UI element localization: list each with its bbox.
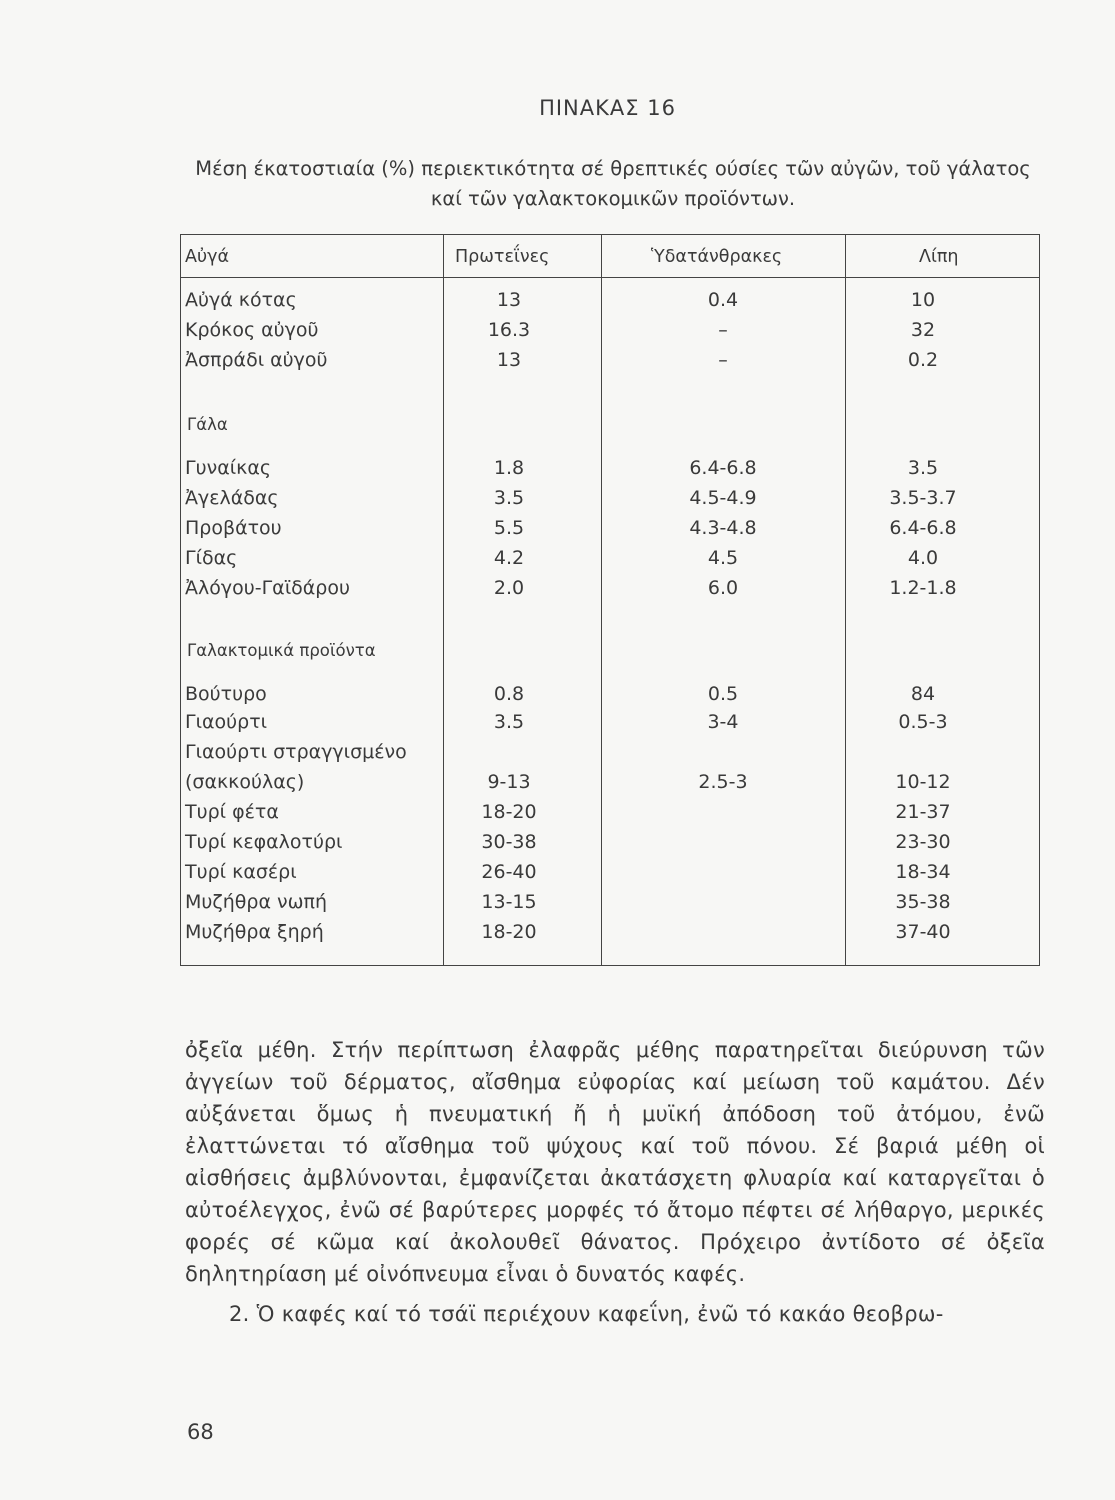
row-label: Τυρί κασέρι [185,861,297,883]
fat-value: 0.5-3 [898,711,948,733]
row-label: Μυζήθρα ξηρή [185,921,324,943]
protein-value: 18-20 [481,921,537,943]
table-row [181,577,1039,607]
carb-value: 4.5-4.9 [689,487,757,509]
table-row [181,517,1039,547]
table-row [181,891,1039,921]
protein-value: 30-38 [481,831,537,853]
table-row [181,711,1039,741]
header-divider [181,277,1039,278]
fat-value: 23-30 [895,831,951,853]
row-label: Κρόκος αὐγοῦ [185,319,319,341]
table-row [181,487,1039,517]
fat-value: 37-40 [895,921,951,943]
fat-value: 4.0 [907,547,939,569]
paragraph: 2. Ὁ καφές καί τό τσάϊ περιέχουν καφεΐνη, ἐνῶ τό κακάο θεοβρω- [229,1302,944,1326]
page-number: 68 [187,1420,214,1444]
carb-value: – [718,349,728,371]
protein-value: 4.2 [493,547,525,569]
fat-value: 10-12 [895,771,951,793]
carb-value: 4.3-4.8 [689,517,757,539]
table-row [181,289,1039,319]
carb-value: 2.5-3 [698,771,748,793]
body-text [185,1034,1045,1330]
table-row [181,683,1039,713]
section-label-milk: Γάλα [187,415,228,434]
row-label: Γίδας [185,547,238,569]
table-row [181,349,1039,379]
row-label: Αὐγά κότας [185,289,297,311]
table-row [181,457,1039,487]
carb-value: 3-4 [707,711,739,733]
carb-value: 6.0 [707,577,739,599]
table-row [181,801,1039,831]
fat-value: 10 [910,289,936,311]
carb-value: – [718,319,728,341]
fat-value: 3.5-3.7 [889,487,957,509]
table-row [181,771,1039,801]
nutrition-table [180,234,1040,966]
row-label: Ἀσπράδι αὐγοῦ [185,349,328,371]
protein-value: 9-13 [487,771,531,793]
fat-value: 35-38 [895,891,951,913]
row-label: Μυζήθρα νωπή [185,891,328,913]
fat-value: 6.4-6.8 [889,517,957,539]
row-label: (σακκούλας) [185,771,305,793]
row-label: Γιαούρτι [185,711,268,733]
table-row [181,741,1039,771]
protein-value: 16.3 [487,319,531,341]
table-row [181,547,1039,577]
header-eggs: Αὐγά [185,247,229,267]
protein-value: 13 [496,349,522,371]
row-label: Τυρί κεφαλοτύρι [185,831,343,853]
protein-value: 2.0 [493,577,525,599]
header-proteins: Πρωτεΐνες [455,247,550,267]
protein-value: 3.5 [493,487,525,509]
carb-value: 0.5 [707,683,739,705]
fat-value: 0.2 [907,349,939,371]
table-row [181,921,1039,951]
row-label: Γυναίκας [185,457,272,479]
row-label: Προβάτου [185,517,282,539]
header-carbohydrates: Ὑδατάνθρακες [651,247,783,267]
table-row [181,319,1039,349]
fat-value: 21-37 [895,801,951,823]
row-label: Βούτυρο [185,683,267,705]
header-fats: Λίπη [919,247,959,267]
protein-value: 0.8 [493,683,525,705]
protein-value: 5.5 [493,517,525,539]
carb-value: 4.5 [707,547,739,569]
carb-value: 6.4-6.8 [689,457,757,479]
protein-value: 26-40 [481,861,537,883]
table-caption: Μέση έκατοστιαία (%) περιεκτικότητα σέ θρεπτικές ούσίες τῶν αὐγῶν, τοῦ γάλατος καί τῶν γαλακτοκομικῶν προϊόντων. [195,157,1031,210]
fat-value: 18-34 [895,861,951,883]
fat-value: 84 [910,683,936,705]
table-row [181,831,1039,861]
protein-value: 13-15 [481,891,537,913]
fat-value: 32 [910,319,936,341]
protein-value: 13 [496,289,522,311]
protein-value: 18-20 [481,801,537,823]
protein-value: 3.5 [493,711,525,733]
row-label: Τυρί φέτα [185,801,279,823]
fat-value: 3.5 [907,457,939,479]
paragraph: ὀξεῖα μέθη. Στήν περίπτωση ἐλαφρᾶς μέθης παρατηρεῖται διεύρυνση τῶν ἀγγείων τοῦ δέρματος, αἴσθημα εὐφορίας καί μείωση τοῦ καμάτου. Δέν αὐξάνεται ὅμως ἡ πνευματική ἤ ἡ μυϊκή ἀπόδοση τοῦ ἀτόμου, ἐνῶ ἐλαττώνεται τό αἴσθημα τοῦ ψύχους καί τοῦ πόνου. Σέ βαριά μέθη οἱ αἰσθήσεις ἀμβλύνονται, ἐμφανίζεται ἀκατάσχετη φλυαρία καί καταργεῖται ὁ αὐτοέλεγχος, ἐνῶ σέ βαρύτερες μορφές τό ἄτομο πέφτει σέ λήθαργο, μερικές φορές σέ κῶμα καί ἀκολουθεῖ θάνατος. Πρόχειρο ἀντίδοτο σέ ὀξεῖα δηλητηρίαση μέ οἰνόπνευμα εἶναι ὁ δυνατός καφές. [185,1038,1045,1286]
row-label: Ἀλόγου-Γαϊδάρου [185,577,350,599]
row-label: Ἀγελάδας [185,487,279,509]
row-label: Γιαούρτι στραγγισμένο [185,741,407,763]
table-title: ΠΙΝΑΚΑΣ 16 [539,96,676,120]
table-row [181,861,1039,891]
protein-value: 1.8 [493,457,525,479]
fat-value: 1.2-1.8 [889,577,957,599]
carb-value: 0.4 [707,289,739,311]
section-label-dairy: Γαλακτομικά προϊόντα [187,641,376,660]
